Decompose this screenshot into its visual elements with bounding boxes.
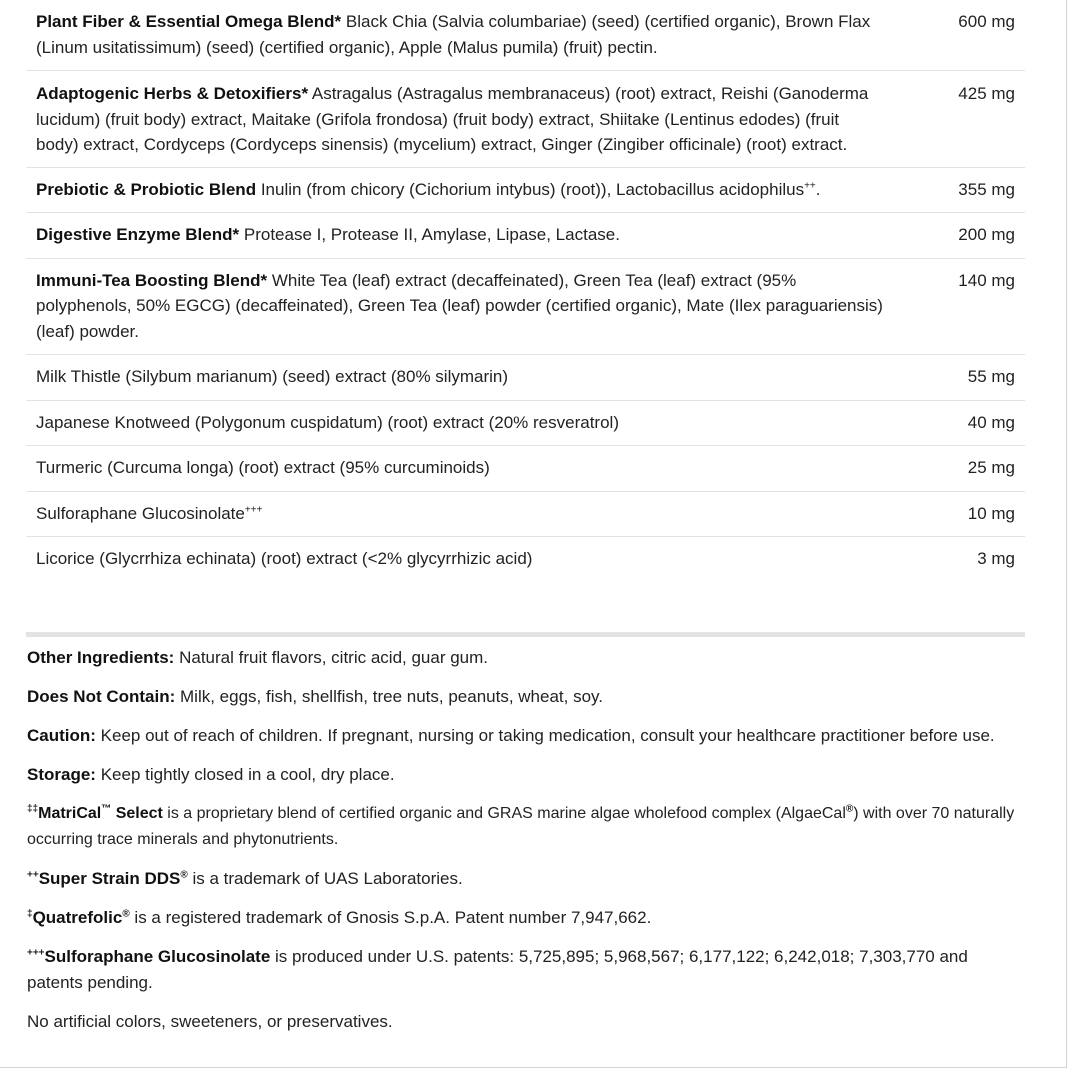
does-not-contain-note [27,684,1017,710]
ingredient-cell [26,491,904,537]
trademark-name-suffix: Select [111,805,163,822]
amount-cell: 3 mg [977,549,1015,568]
note-text: Keep out of reach of children. If pregnant, nursing or taking medication, consult your healthcare practitioner before use. [95,726,995,745]
other-ingredients-note [27,645,1017,671]
amount-cell: 140 mg [904,258,1025,355]
blend-detail: White Tea (leaf) extract (decaffeinated), Green Tea (leaf) extract (95% polyphenols, 50% EGCG) (decaffeinated), Green Tea (leaf) powder (certified organic), Mate (Ilex paraguariensis) (leaf) powder. [36,270,883,341]
footnote-mark: ‡ [27,908,33,920]
note-text: Keep tightly closed in a cool, dry place. [95,765,395,784]
blend-detail: Black Chia (Salvia columbariae) (seed) (certified organic), Brown Flax (Linum usitatissimum) (seed) (certified organic), Apple (Malus pumila) (fruit) pectin. [36,12,871,57]
panel-right-border [1066,0,1067,1067]
footnote-text: is a proprietary blend of certified organic and GRAS marine algae wholefood complex (AlgaeCal [162,805,846,822]
table-row [26,0,1025,71]
trademark-name: Super Strain DDS [38,869,181,888]
footnote-text-end: ) with over 70 naturally occurring trace minerals and phytonutrients. [27,805,1015,848]
blend-detail: Inulin (from chicory (Cichorium intybus) (root)), Lactobacillus acidophilus [260,179,805,199]
footnote-text: is produced under U.S. patents: 5,725,895; 5,968,567; 6,177,122; 6,242,018; 7,303,770 and patents pending. [27,947,968,992]
no-artificial-note: No artificial colors, sweeteners, or preservatives. [27,1012,393,1031]
registered-symbol: ® [180,869,188,881]
amount-cell: 55 mg [904,355,1025,401]
trademark-name: Sulforaphane Glucosinolate [44,947,271,966]
trademark-name [38,805,163,822]
ingredient-cell: Milk Thistle (Silybum marianum) (seed) extract (80% silymarin) [26,355,904,401]
sulforaphane-footnote [27,944,1017,996]
blend-detail-end: . [815,179,821,199]
blend-name: Adaptogenic Herbs & Detoxifiers* [36,84,309,103]
amount-cell: 425 mg [904,71,1025,168]
blend-detail: Astragalus (Astragalus membranaceus) (root) extract, Reishi (Ganoderma lucidum) (fruit body) extract, Maitake (Grifola frondosa) (fruit body) extract, Shiitake (Lentinus edodes) (fruit body) extract, Cordyceps (Cordyceps sinensis) (mycelium) extract, Ginger (Zingiber officinale) (root) extract. [36,84,869,154]
note-label: Other Ingredients: [27,648,175,667]
table-row [26,213,1025,259]
ingredient-cell [26,71,904,168]
footnote-text: is a registered trademark of Gnosis S.p.A. Patent number 7,947,662. [129,908,652,927]
footnote-mark: ‡‡ [27,803,39,815]
table-row [26,491,1025,537]
table-row [26,355,1025,401]
table-end-divider [26,632,1025,637]
table-row [26,71,1025,168]
blend-detail: Protease I, Protease II, Amylase, Lipase, Lactase. [243,225,620,244]
amount-cell: 600 mg [904,0,1025,71]
ingredient-cell [26,0,904,71]
table-row [26,537,1025,582]
blend-name: Plant Fiber & Essential Omega Blend* [36,12,342,31]
table-row [26,400,1025,446]
matrical-footnote [27,801,1017,853]
footnote-text: is a trademark of UAS Laboratories. [187,869,463,888]
ingredient-cell [26,167,904,213]
registered-symbol: ® [122,908,130,920]
footnote-mark: ++ [27,869,39,881]
table-row [26,167,1025,213]
note-label: Caution: [27,726,96,745]
blend-name: Digestive Enzyme Blend* [36,225,240,244]
footnote-mark: +++ [244,503,263,515]
trademark-name-text: MatriCal [38,805,102,822]
panel-bottom-border [0,1067,1067,1068]
registered-symbol: ® [845,803,854,815]
amount-cell: 25 mg [904,446,1025,492]
note-label: Storage: [27,765,96,784]
amount-cell: 40 mg [904,400,1025,446]
storage-note [27,762,1017,788]
super-strain-footnote [27,866,1017,892]
footnote-mark: +++ [27,947,45,959]
blend-name: Prebiotic & Probiotic Blend [36,179,257,199]
amount-cell: 355 mg [904,167,1025,213]
ingredient-name: Sulforaphane Glucosinolate [36,503,245,523]
blend-name: Immuni-Tea Boosting Blend* [36,270,268,290]
label-notes [27,645,1017,1048]
ingredient-cell: Japanese Knotweed (Polygonum cuspidatum) (root) extract (20% resveratrol) [26,400,904,446]
amount-cell: 10 mg [904,491,1025,537]
table-row [26,446,1025,492]
ingredients-table [26,0,1025,582]
footnote-mark: ++ [804,179,816,191]
ingredient-cell [26,213,904,259]
quatrefolic-footnote [27,905,1017,931]
ingredient-cell: Licorice (Glycrrhiza echinata) (root) extract (<2% glycyrrhizic acid) [36,549,533,568]
note-text: Milk, eggs, fish, shellfish, tree nuts, peanuts, wheat, soy. [175,687,604,706]
table-row [26,258,1025,355]
trademark-symbol: ™ [101,803,112,815]
trademark-name: Quatrefolic [32,908,123,927]
ingredient-cell: Turmeric (Curcuma longa) (root) extract (95% curcuminoids) [26,446,904,492]
note-text: Natural fruit flavors, citric acid, guar gum. [174,648,489,667]
amount-cell: 200 mg [904,213,1025,259]
note-label: Does Not Contain: [27,687,176,706]
caution-note [27,723,1017,749]
ingredient-cell [26,258,904,355]
